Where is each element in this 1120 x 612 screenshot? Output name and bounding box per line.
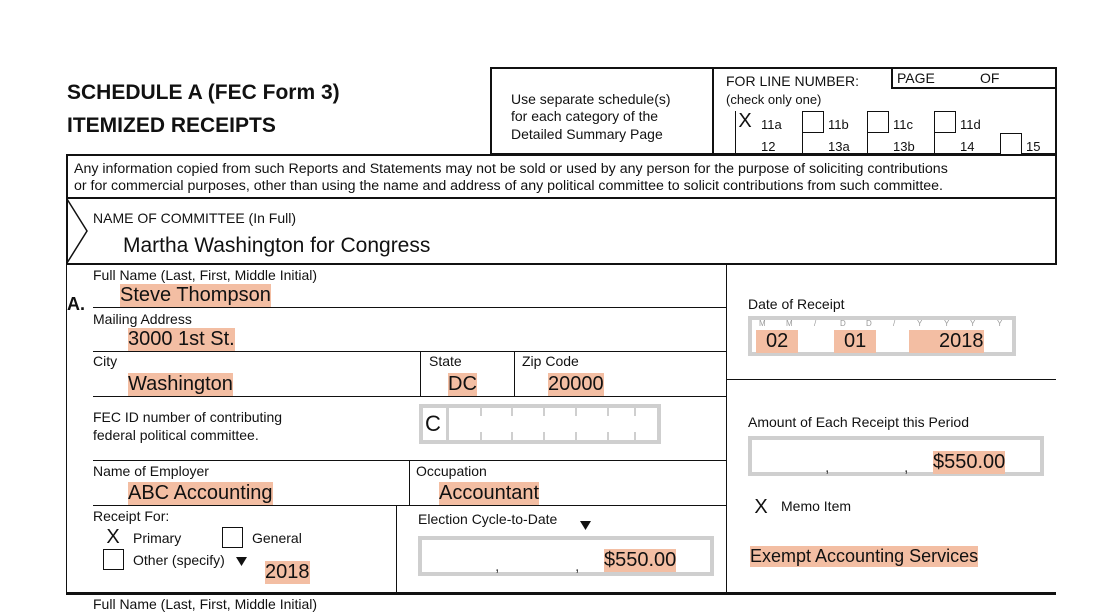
comma-separator: ,	[575, 558, 580, 575]
divider	[409, 460, 410, 505]
caret-down-icon	[580, 521, 592, 531]
line-11b-label: 11b	[828, 117, 849, 132]
date-hint-y1: Y	[917, 319, 923, 328]
instructions-line-1: Use separate schedule(s)	[511, 91, 671, 107]
line-11c-checkbox[interactable]	[867, 111, 889, 133]
tick	[607, 432, 609, 440]
date-day[interactable]: 01	[834, 330, 876, 353]
date-label: Date of Receipt	[748, 296, 845, 312]
tick	[511, 408, 513, 416]
comma-separator: ,	[495, 558, 500, 575]
tick	[634, 408, 636, 416]
line-13b-label: 13b	[893, 139, 915, 154]
notice-line-2: or for commercial purposes, other than using the name and address of any political committee to solicit contributions from such committee.	[74, 178, 943, 194]
committee-name: Martha Washington for Congress	[123, 234, 431, 257]
check-only-one: (check only one)	[726, 92, 822, 107]
line-11a-checkbox[interactable]	[735, 111, 755, 131]
divider	[93, 396, 726, 397]
occupation-label: Occupation	[416, 463, 487, 479]
schedule-title: SCHEDULE A (FEC Form 3)	[67, 81, 340, 104]
general-label: General	[252, 530, 302, 546]
general-checkbox[interactable]	[222, 527, 243, 548]
divider	[93, 505, 726, 506]
employer-label: Name of Employer	[93, 463, 209, 479]
full-name-value[interactable]: Steve Thompson	[120, 284, 271, 306]
tick	[511, 432, 513, 440]
line-12-label: 12	[761, 139, 776, 154]
date-hint-m2: M	[786, 319, 793, 328]
mailing-value[interactable]: 3000 1st St.	[128, 328, 235, 350]
fec-id-label-1: FEC ID number of contributing	[93, 409, 283, 425]
memo-checkbox[interactable]	[750, 493, 772, 521]
other-checkbox[interactable]	[103, 549, 124, 570]
date-year[interactable]: 2018	[909, 330, 984, 353]
date-hint-sep2: /	[893, 319, 896, 328]
line-14-label: 14	[960, 139, 975, 154]
employer-value[interactable]: ABC Accounting	[128, 482, 273, 504]
date-hint-m1: M	[759, 319, 766, 328]
section-divider	[66, 592, 1056, 595]
divider	[420, 351, 421, 396]
full-name-label: Full Name (Last, First, Middle Initial)	[93, 267, 318, 283]
line-15-checkbox[interactable]	[1000, 133, 1022, 155]
zip-value[interactable]: 20000	[548, 373, 604, 395]
receipt-for-label: Receipt For:	[93, 508, 170, 524]
primary-label: Primary	[133, 530, 182, 546]
primary-mark: X	[106, 526, 120, 548]
tick	[480, 408, 482, 416]
date-hint-y2: Y	[944, 319, 950, 328]
comma-separator: ,	[904, 459, 909, 476]
state-value[interactable]: DC	[448, 373, 477, 395]
next-full-name-label: Full Name (Last, First, Middle Initial)	[93, 596, 318, 612]
line-13a-checkbox[interactable]	[802, 133, 803, 155]
occupation-value[interactable]: Accountant	[439, 482, 540, 504]
line-11d-label: 11d	[960, 117, 981, 132]
other-label: Other (specify)	[133, 552, 225, 568]
state-label: State	[429, 353, 462, 369]
city-value[interactable]: Washington	[128, 373, 233, 395]
memo-mark: X	[754, 496, 768, 518]
divider	[726, 379, 1056, 380]
line-14-checkbox[interactable]	[934, 133, 935, 155]
date-hint-y3: Y	[970, 319, 976, 328]
cycle-label: Election Cycle-to-Date	[418, 511, 558, 527]
page-label: PAGE	[897, 70, 935, 86]
fec-id-label-2: federal political committee.	[93, 427, 259, 443]
amount-value[interactable]: $550.00	[933, 451, 1006, 473]
tick	[634, 432, 636, 440]
committee-arrow-icon	[66, 197, 90, 265]
of-label: OF	[980, 70, 1000, 86]
tick	[543, 408, 545, 416]
divider	[396, 505, 397, 595]
divider	[514, 351, 515, 396]
line-13a-label: 13a	[828, 139, 850, 154]
mailing-label: Mailing Address	[93, 311, 192, 327]
date-month[interactable]: 02	[756, 330, 798, 353]
committee-label: NAME OF COMMITTEE (In Full)	[93, 210, 296, 226]
line-11a-mark: X	[738, 110, 752, 132]
instructions-line-2: for each category of the	[511, 108, 659, 124]
line-11a-label: 11a	[761, 117, 782, 132]
other-value[interactable]: 2018	[265, 561, 310, 583]
line-11b-checkbox[interactable]	[802, 111, 824, 133]
instructions-line-3: Detailed Summary Page	[511, 126, 663, 142]
schedule-subtitle: ITEMIZED RECEIPTS	[67, 114, 276, 137]
fec-id-input[interactable]	[419, 404, 661, 444]
column-divider	[726, 265, 727, 595]
entry-letter: A.	[67, 294, 85, 314]
city-label: City	[93, 353, 118, 369]
line-15-label: 15	[1026, 139, 1041, 154]
comma-separator: ,	[825, 459, 830, 476]
tick	[543, 432, 545, 440]
divider	[93, 307, 726, 308]
tick	[575, 432, 577, 440]
caret-down-icon	[236, 557, 248, 567]
tick	[607, 408, 609, 416]
line-11c-label: 11c	[893, 117, 913, 132]
amount-label: Amount of Each Receipt this Period	[748, 414, 970, 430]
fec-prefix-divider	[446, 408, 449, 440]
zip-label: Zip Code	[522, 353, 579, 369]
divider	[93, 351, 726, 352]
tick	[480, 432, 482, 440]
line-number-label: FOR LINE NUMBER:	[726, 73, 860, 89]
date-hint-d2: D	[866, 319, 872, 328]
memo-label: Memo Item	[781, 498, 852, 514]
tick	[575, 408, 577, 416]
line-13b-checkbox[interactable]	[867, 133, 868, 155]
notice-line-1: Any information copied from such Reports and Statements may not be sold or used by any person for the purpose of soliciting contributions	[74, 161, 948, 177]
line-11d-checkbox[interactable]	[934, 111, 956, 133]
primary-checkbox[interactable]	[103, 527, 123, 547]
line-12-checkbox[interactable]	[735, 133, 736, 155]
memo-text[interactable]: Exempt Accounting Services	[750, 546, 979, 566]
date-hint-d1: D	[840, 319, 846, 328]
date-hint-y4: Y	[997, 319, 1003, 328]
date-hint-sep1: /	[814, 319, 817, 328]
header-divider	[712, 67, 714, 155]
fec-prefix: C	[425, 411, 441, 436]
cycle-value[interactable]: $550.00	[604, 549, 677, 571]
